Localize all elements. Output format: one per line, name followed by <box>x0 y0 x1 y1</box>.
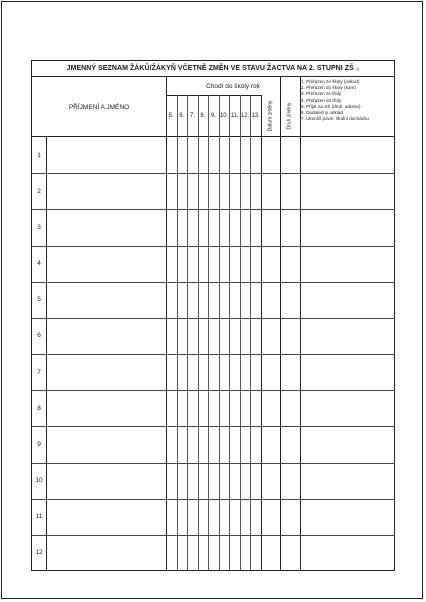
grade-column-header: 6. <box>179 113 185 119</box>
legend-item: 7. Ukončil povin. školní docházku <box>301 116 369 122</box>
grade-column-header: 13. <box>251 113 260 119</box>
name-column-header: PŘÍJMENÍ A JMÉNO <box>68 103 130 111</box>
row-number: 3 <box>37 223 41 231</box>
row-number: 10 <box>35 477 43 485</box>
row-number: 1 <box>37 151 41 159</box>
grade-column-header: 5. <box>168 113 174 119</box>
grade-column-header: 12. <box>240 113 250 119</box>
row-separator <box>32 318 395 319</box>
row-separator <box>32 209 395 210</box>
row-separator <box>32 354 395 355</box>
grade-column-header: 10. <box>219 113 229 119</box>
row-separator <box>32 173 395 174</box>
row-number: 2 <box>37 187 41 195</box>
row-separator <box>32 499 395 500</box>
legend-column-line <box>300 77 301 571</box>
row-separator <box>32 463 395 464</box>
change-type-header: Druh změny <box>286 102 293 130</box>
row-separator <box>32 390 395 391</box>
legend-item: 2. Přeřazen do školy (kam) <box>301 85 356 91</box>
grade-column-header: 7. <box>189 113 195 119</box>
row-number: 4 <box>37 260 41 268</box>
legend-item: 1. Přeřazen ze školy (odkud) <box>301 79 360 84</box>
name-column-line <box>166 77 167 571</box>
legend-item: 6. Dodatečný odklad <box>301 110 343 116</box>
grade-column-header: 8. <box>200 113 206 119</box>
row-number: 12 <box>35 549 43 557</box>
change-type-column-line <box>280 77 281 571</box>
row-number: 9 <box>37 440 41 448</box>
change-type-legend <box>301 79 395 122</box>
row-number: 7 <box>37 368 41 376</box>
title-footnote: 1) <box>355 66 360 71</box>
grade-column-header: 11. <box>230 113 239 119</box>
grade-column-header: 9. <box>210 113 216 119</box>
row-number: 5 <box>37 296 41 304</box>
date-change-header: Datum změny <box>267 100 273 132</box>
attendance-header: Chodí do školy rok <box>206 82 260 90</box>
row-separator <box>32 535 395 536</box>
row-number: 11 <box>35 513 43 521</box>
row-separator <box>32 426 395 427</box>
legend-item: 5. Přijat na SŠ (druh, adresa) <box>301 103 361 109</box>
form-title: JMENNÝ SEZNAM ŽÁKŮ/ŽÁKYŇ VČETNĚ ZMĚN VE STAVU ŽACTVA NA 2. STUPNI ZŠ <box>66 65 354 72</box>
form-title-row <box>32 61 394 77</box>
row-separator <box>32 282 395 283</box>
student-list-form <box>31 60 395 571</box>
row-separator <box>32 246 395 247</box>
legend-item: 3. Přeřazen ze třídy <box>301 91 342 97</box>
legend-item: 4. Přeřazen do třídy <box>301 97 342 103</box>
row-number: 8 <box>37 404 41 412</box>
row-number: 6 <box>37 332 41 340</box>
